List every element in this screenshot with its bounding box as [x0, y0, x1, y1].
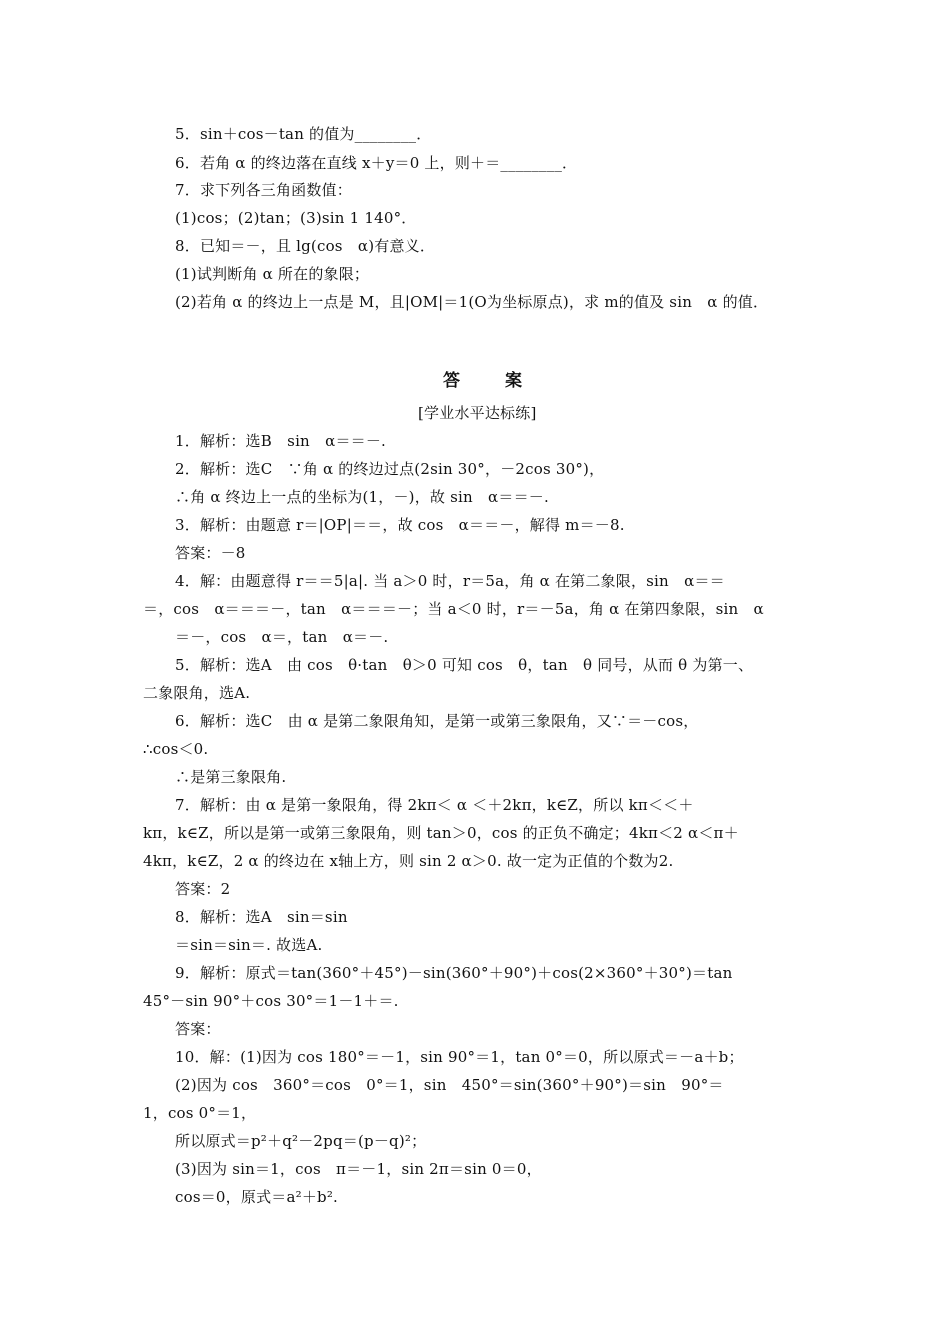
question-6: 6．若角 α 的终边落在直线 x＋y＝0 上，则＋＝________．	[175, 154, 578, 172]
answer-5-cont: 二象限角，选A.	[143, 684, 251, 702]
question-7-parts: (1)cos；(2)tan；(3)sin 1 140°．	[175, 209, 417, 227]
section-title: [学业水平达标练]	[418, 404, 537, 422]
answer-9: 9．解析：原式＝tan(360°＋45°)－sin(360°＋90°)＋cos(2×360°＋30°)＝tan	[175, 964, 733, 982]
question-5: 5．sin＋cos－tan 的值为________．	[175, 125, 432, 143]
answer-10-part-3-result: cos＝0，原式＝a²＋b².	[175, 1188, 339, 1206]
answer-6-cont-1: ∴cos＜0.	[143, 740, 209, 758]
answer-2-cont: ∴角 α 终边上一点的坐标为(1，－)，故 sin α＝＝－.	[175, 488, 549, 506]
question-8: 8．已知＝－，且 lg(cos α)有意义．	[175, 237, 436, 255]
answer-2: 2．解析：选C ∵角 α 的终边过点(2sin 30°，－2cos 30°)，	[175, 460, 605, 478]
answer-7-result: 答案：2	[175, 880, 231, 898]
answer-9-result: 答案：	[175, 1020, 221, 1038]
answer-5: 5．解析：选A 由 cos θ·tan θ＞0 可知 cos θ，tan θ 同号，从而 θ 为第一、	[175, 656, 754, 674]
answer-10-part-2: (2)因为 cos 360°＝cos 0°＝1，sin 450°＝sin(360°＋90°)＝sin 90°＝	[175, 1076, 724, 1094]
answer-6-cont-2: ∴是第三象限角.	[175, 768, 287, 786]
answer-7: 7．解析：由 α 是第一象限角，得 2kπ＜ α ＜＋2kπ，k∈Z，所以 kπ＜＜＋	[175, 796, 694, 814]
answer-3: 3．解析：由题意 r＝|OP|＝＝，故 cos α＝＝－，解得 m＝－8.	[175, 516, 625, 534]
answer-4-cont-2: ＝－，cos α＝，tan α＝－.	[175, 628, 389, 646]
answer-8: 8．解析：选A sin＝sin	[175, 908, 348, 926]
answer-7-cont-2: 4kπ，k∈Z，2 α 的终边在 x轴上方，则 sin 2 α＞0. 故一定为正值的个数为2.	[143, 852, 674, 870]
answer-10-part-2-result: 所以原式＝p²＋q²－2pq＝(p－q)²；	[175, 1132, 427, 1150]
answer-4: 4．解：由题意得 r＝＝5|a|. 当 a＞0 时，r＝5a，角 α 在第二象限，sin α＝＝	[175, 572, 725, 590]
answer-7-cont-1: kπ，k∈Z，所以是第一或第三象限角，则 tan＞0，cos 的正负不确定；4kπ＜2 α＜π＋	[143, 824, 739, 842]
answer-8-cont: ＝sin＝sin＝. 故选A.	[175, 936, 323, 954]
answer-1: 1．解析：选B sin α＝＝－.	[175, 432, 387, 450]
answer-3-result: 答案：－8	[175, 544, 246, 562]
answer-6: 6．解析：选C 由 α 是第二象限角知，是第一或第三象限角，又∵＝－cos，	[175, 712, 699, 730]
answers-title: 答 案	[443, 371, 536, 391]
answer-4-cont-1: ＝，cos α＝＝＝－，tan α＝＝＝－；当 a＜0 时，r＝－5a，角 α 在第四象限，sin α	[143, 600, 764, 618]
answer-9-cont: 45°－sin 90°＋cos 30°＝1－1＋＝.	[143, 992, 399, 1010]
question-7: 7．求下列各三角函数值：	[175, 181, 352, 199]
answer-10-part-2-cont: 1，cos 0°＝1，	[143, 1104, 257, 1122]
answer-10-part-3: (3)因为 sin＝1，cos π＝－1，sin 2π＝sin 0＝0，	[175, 1160, 542, 1178]
question-8-part-1: (1)试判断角 α 所在的象限；	[175, 265, 370, 283]
question-8-part-2: (2)若角 α 的终边上一点是 M，且|OM|＝1(O为坐标原点)，求 m的值及 sin α 的值．	[175, 293, 769, 311]
answer-10: 10．解：(1)因为 cos 180°＝－1，sin 90°＝1，tan 0°＝0，所以原式＝－a＋b；	[175, 1048, 744, 1066]
